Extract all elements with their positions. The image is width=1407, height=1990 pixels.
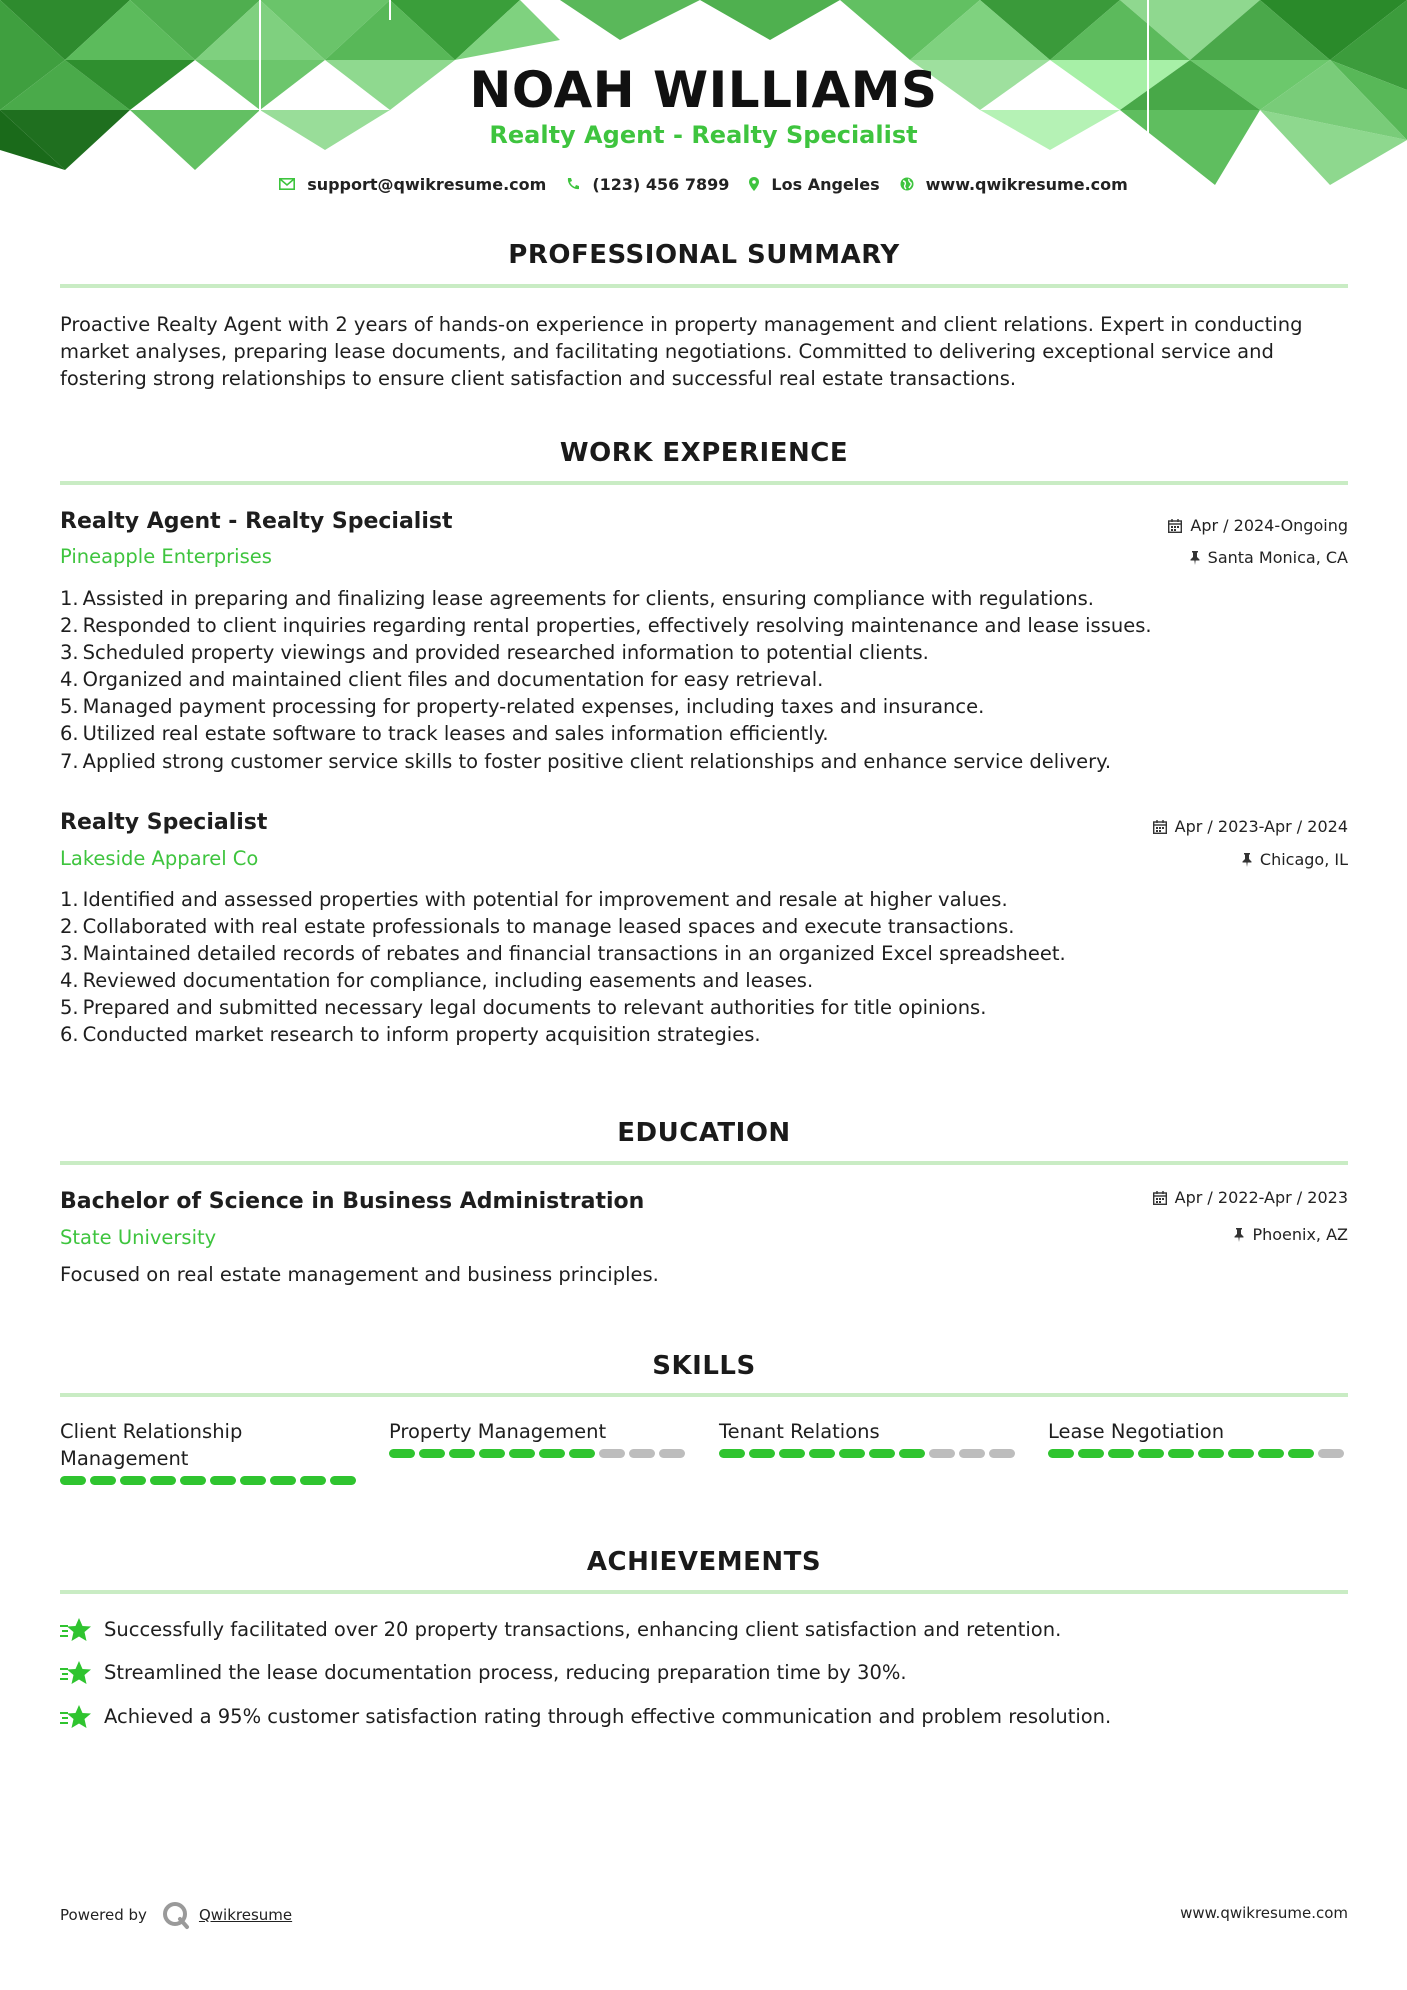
education-location-text: Phoenix, AZ	[1252, 1225, 1348, 1244]
list-item: 4. Reviewed documentation for compliance, including easements and leases.	[60, 969, 814, 993]
summary-heading: PROFESSIONAL SUMMARY	[508, 240, 900, 270]
job-company: Lakeside Apparel Co	[60, 847, 259, 870]
globe-icon	[900, 177, 914, 191]
pin-icon	[1242, 853, 1252, 867]
skill-level-segment	[809, 1449, 835, 1458]
skill-property-management	[389, 1418, 689, 1458]
skill-level-segment	[1168, 1449, 1194, 1458]
skill-level-segment	[1108, 1449, 1134, 1458]
contact-email-text: support@qwikresume.com	[307, 174, 547, 194]
job-location	[1242, 849, 1348, 871]
skill-level-segment	[989, 1449, 1015, 1458]
skill-level-segment	[479, 1449, 505, 1458]
skill-level-segment	[120, 1476, 146, 1485]
skill-level-segment	[1048, 1449, 1074, 1458]
calendar-icon	[1153, 820, 1167, 834]
calendar-icon	[1168, 519, 1182, 533]
candidate-subtitle: Realty Agent - Realty Specialist	[489, 121, 918, 149]
star-icon	[60, 1704, 92, 1730]
skills-divider	[60, 1393, 1348, 1397]
skill-label: Property Management	[389, 1420, 607, 1443]
achievement-text: Successfully facilitated over 20 property transactions, enhancing client satisfaction and retention.	[104, 1618, 1062, 1641]
job-dates	[1153, 816, 1348, 838]
list-item: 1. Identified and assessed properties with potential for improvement and resale at higher values.	[60, 888, 1008, 911]
calendar-icon	[1153, 1191, 1167, 1205]
list-item: 6. Utilized real estate software to track leases and sales information efficiently.	[60, 722, 829, 746]
contact-website-text: www.qwikresume.com	[925, 174, 1128, 194]
list-item: 1. Assisted in preparing and finalizing lease agreements for clients, ensuring compliance with regulations.	[60, 587, 1095, 610]
skill-lease-negotiation	[1048, 1418, 1348, 1458]
envelope-icon	[279, 178, 295, 190]
map-marker-icon	[749, 177, 759, 191]
skill-level-segment	[869, 1449, 895, 1458]
skill-level-segment	[1318, 1449, 1344, 1458]
skill-level-segment	[749, 1449, 775, 1458]
list-item: 5. Managed payment processing for property-related expenses, including taxes and insurance.	[60, 695, 985, 719]
job-dates-text: Apr / 2023-Apr / 2024	[1174, 817, 1348, 836]
powered-by-label: Powered by	[60, 1906, 147, 1924]
pin-icon	[1190, 551, 1200, 565]
summary-text: Proactive Realty Agent with 2 years of hands-on experience in property management and client relations. Expert in conducting market analyses, preparing lease documents, and facilitating negotiations. Committed to delivering exceptional service and fostering strong relationships to ensure client satisfaction and successful real estate transactions.	[60, 313, 1303, 390]
skill-level-segment	[1198, 1449, 1224, 1458]
contact-email[interactable]	[279, 175, 546, 194]
skill-level-segment	[1138, 1449, 1164, 1458]
skill-level-segment	[629, 1449, 655, 1458]
skill-level-segment	[959, 1449, 985, 1458]
education-description: Focused on real estate management and business principles.	[60, 1263, 659, 1286]
star-icon	[60, 1617, 92, 1643]
job-title: Realty Specialist	[60, 810, 268, 835]
list-item: 4. Organized and maintained client files and documentation for easy retrieval.	[60, 668, 824, 692]
pin-icon	[1234, 1228, 1244, 1242]
skill-level-segment	[1078, 1449, 1104, 1458]
list-item: 2. Responded to client inquiries regarding rental properties, effectively resolving maintenance and lease issues.	[60, 614, 1152, 638]
list-item: 2. Collaborated with real estate professionals to manage leased spaces and execute transactions.	[60, 915, 1015, 939]
skill-level-segment	[180, 1476, 206, 1485]
skill-level-segment	[210, 1476, 236, 1485]
achievement-text: Streamlined the lease documentation process, reducing preparation time by 30%.	[104, 1661, 907, 1684]
skill-level-segment	[929, 1449, 955, 1458]
skill-tenant-relations	[719, 1418, 1019, 1458]
skill-level-segment	[240, 1476, 266, 1485]
contact-phone[interactable]	[566, 175, 729, 194]
skill-level-segment	[509, 1449, 535, 1458]
footer-website[interactable]: www.qwikresume.com	[1180, 1904, 1348, 1922]
list-item: 7. Applied strong customer service skills to foster positive client relationships and enhance service delivery.	[60, 749, 1112, 773]
job-bullets	[60, 886, 1348, 1049]
skill-level-bar	[719, 1449, 1019, 1458]
list-item: 6. Conducted market research to inform property acquisition strategies.	[60, 1023, 761, 1047]
job-dates-text: Apr / 2024-Ongoing	[1190, 516, 1348, 535]
contact-bar	[0, 172, 1407, 196]
skill-level-bar	[389, 1449, 689, 1458]
skill-level-segment	[330, 1476, 356, 1485]
education-divider	[60, 1161, 1348, 1165]
degree-title: Bachelor of Science in Business Administration	[60, 1189, 645, 1214]
skill-level-segment	[270, 1476, 296, 1485]
skill-level-segment	[300, 1476, 326, 1485]
skill-level-bar	[1048, 1449, 1348, 1458]
job-bullets	[60, 585, 1348, 775]
skill-client-relationship-management	[60, 1418, 360, 1485]
job-location-text: Santa Monica, CA	[1207, 548, 1348, 567]
achievement-item	[60, 1616, 1348, 1644]
skill-level-bar	[60, 1476, 360, 1485]
job-company: Pineapple Enterprises	[60, 545, 272, 568]
achievement-text: Achieved a 95% customer satisfaction rating through effective communication and problem resolution.	[104, 1705, 1112, 1728]
skill-level-segment	[449, 1449, 475, 1458]
skill-label: Client Relationship Management	[60, 1420, 243, 1470]
skill-level-segment	[150, 1476, 176, 1485]
achievement-item	[60, 1659, 1348, 1687]
job-title: Realty Agent - Realty Specialist	[60, 509, 453, 534]
experience-divider	[60, 481, 1348, 485]
achievements-heading: ACHIEVEMENTS	[586, 1547, 822, 1577]
skill-label: Lease Negotiation	[1048, 1420, 1225, 1443]
job-location	[1190, 547, 1348, 569]
achievement-item	[60, 1703, 1348, 1731]
job-dates	[1168, 515, 1348, 537]
phone-icon	[566, 177, 580, 191]
list-item: 3. Scheduled property viewings and provided researched information to potential clients.	[60, 641, 929, 665]
skill-level-segment	[1228, 1449, 1254, 1458]
candidate-name: NOAH WILLIAMS	[469, 61, 938, 119]
skill-level-segment	[779, 1449, 805, 1458]
skill-level-segment	[389, 1449, 415, 1458]
skill-level-segment	[569, 1449, 595, 1458]
contact-website[interactable]	[900, 175, 1128, 194]
summary-divider	[60, 284, 1348, 288]
experience-heading: WORK EXPERIENCE	[559, 438, 849, 468]
education-dates-text: Apr / 2022-Apr / 2023	[1174, 1188, 1348, 1207]
education-heading: EDUCATION	[617, 1118, 791, 1148]
education-location	[1234, 1224, 1348, 1246]
skill-level-segment	[719, 1449, 745, 1458]
list-item: 3. Maintained detailed records of rebates and financial transactions in an organized Excel spreadsheet.	[60, 942, 1066, 966]
qwikresume-link[interactable]: Qwikresume	[198, 1906, 293, 1924]
achievements-divider	[60, 1590, 1348, 1594]
skills-heading: SKILLS	[652, 1351, 756, 1381]
contact-phone-text: (123) 456 7899	[592, 174, 730, 194]
skill-level-segment	[539, 1449, 565, 1458]
skill-level-segment	[419, 1449, 445, 1458]
skill-label: Tenant Relations	[719, 1420, 880, 1443]
contact-location	[749, 175, 879, 194]
education-dates	[1153, 1187, 1348, 1209]
skill-level-segment	[1288, 1449, 1314, 1458]
star-icon	[60, 1660, 92, 1686]
skill-level-segment	[60, 1476, 86, 1485]
school-name: State University	[60, 1226, 217, 1249]
skill-level-segment	[90, 1476, 116, 1485]
contact-location-text: Los Angeles	[771, 174, 880, 194]
skill-level-segment	[839, 1449, 865, 1458]
footer-powered-by	[60, 1900, 292, 1930]
skill-level-segment	[659, 1449, 685, 1458]
skill-level-segment	[899, 1449, 925, 1458]
qwikresume-logo-icon	[161, 1900, 191, 1930]
list-item: 5. Prepared and submitted necessary legal documents to relevant authorities for title opinions.	[60, 996, 987, 1020]
skill-level-segment	[599, 1449, 625, 1458]
skill-level-segment	[1258, 1449, 1284, 1458]
job-location-text: Chicago, IL	[1259, 850, 1348, 869]
